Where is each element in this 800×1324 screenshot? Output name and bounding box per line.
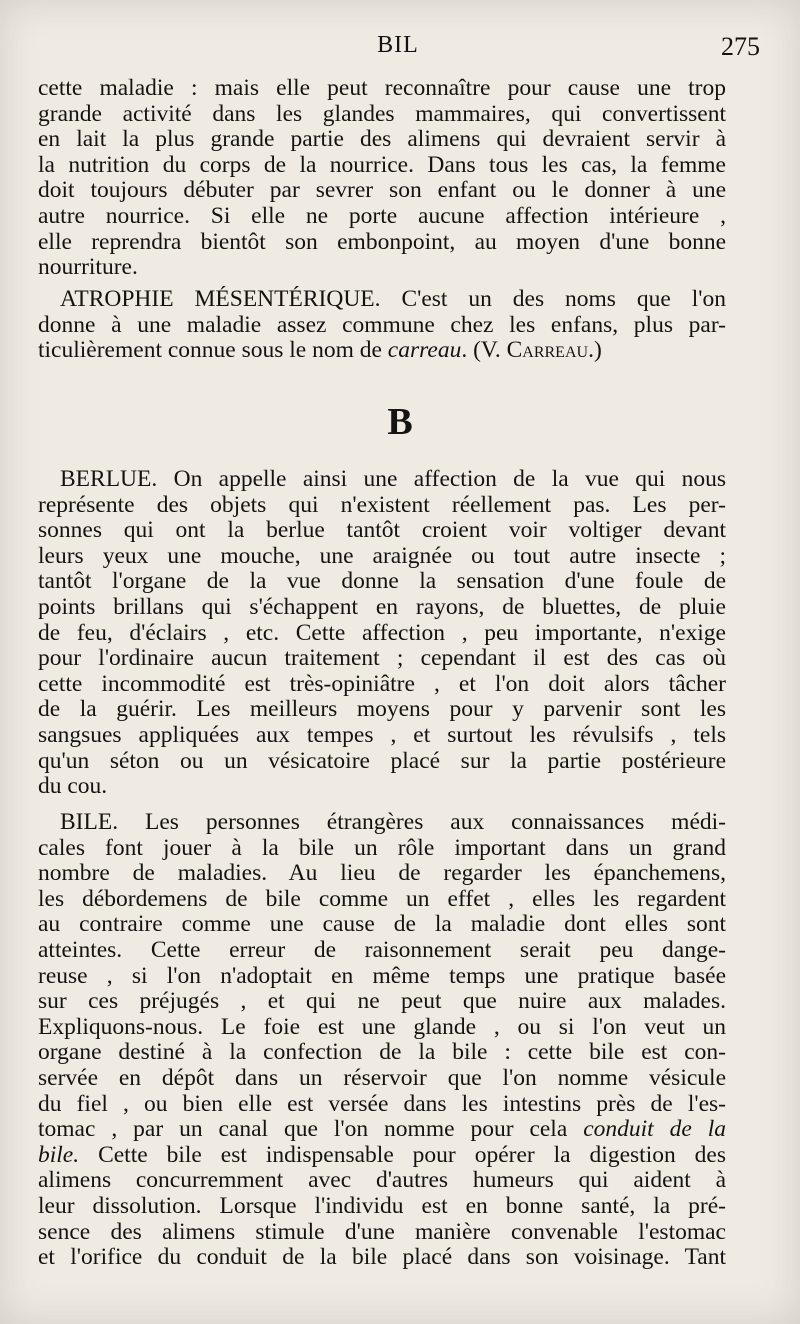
entry-text: On appelle ainsi une affection de la vue qui nous xyxy=(157,466,726,492)
text-segment: . (V. xyxy=(461,337,507,364)
text-line: qu'un séton ou un vésicatoire placé sur la partie postérieure xyxy=(38,747,726,774)
text-line: de la guérir. Les meilleurs moyens pour y parvenir sont les xyxy=(38,696,726,723)
text-line: les débordemens de bile comme un effet , elles les regardent xyxy=(38,885,726,912)
text-line: grande activité dans les glandes mammaires, qui convertissent xyxy=(38,100,726,127)
entry-first-line xyxy=(38,467,726,493)
text-line: nombre de maladies. Au lieu de regarder les épanchemens, xyxy=(38,860,726,887)
entry-text: C'est un des noms que l'on xyxy=(380,286,726,312)
text-segment: Cette bile est indispensable pour opérer la digestion des xyxy=(79,1141,726,1168)
entry-bile xyxy=(38,810,726,1271)
text-line: points brillans qui s'échappent en rayons, de bluettes, de pluie xyxy=(38,593,726,620)
text-line: doit toujours débuter par sevrer son enfant ou le donner à une xyxy=(38,177,726,204)
text-line: au contraire comme une cause de la maladie dont elles sont xyxy=(38,911,726,938)
text-line: autre nourrice. Si elle ne porte aucune affection intérieure , xyxy=(38,202,726,229)
paragraph-continuation xyxy=(38,76,726,281)
text-line: leur dissolution. Lorsque l'individu est en bonne santé, la pré- xyxy=(38,1192,726,1219)
text-line: tantôt l'organe de la vue donne la sensation d'une foule de xyxy=(38,568,726,595)
text-line: sur ces préjugés , et qui ne peut que nuire aux malades. xyxy=(38,988,726,1015)
text-segment: ticulièrement connue sous le nom de xyxy=(38,337,388,364)
entry-atrophie xyxy=(38,287,726,364)
cross-reference: Carreau xyxy=(506,337,589,364)
text-line xyxy=(38,338,726,364)
entry-term: ATROPHIE MÉSENTÉRIQUE. xyxy=(60,286,381,312)
text-line: servée en dépôt dans un réservoir que l'on nomme vésicule xyxy=(38,1064,726,1091)
text-line: en lait la plus grande partie des alimens qui devraient servir à xyxy=(38,126,726,153)
text-line: reuse , si l'on n'adoptait en même temps une pratique basée xyxy=(38,962,726,989)
text-line: nourriture. xyxy=(38,254,138,281)
text-line: alimens concurremment avec d'autres humeurs qui aident à xyxy=(38,1167,726,1194)
running-head: BIL xyxy=(377,32,419,58)
entry-term: BILE. xyxy=(60,809,119,835)
text-line: Expliquons-nous. Le foie est une glande , ou si l'on veut un xyxy=(38,1013,726,1040)
text-line: représente des objets qui n'existent réellement pas. Les per- xyxy=(38,491,726,518)
text-segment: tomac , par un canal que l'on nomme pour cela xyxy=(38,1116,584,1143)
text-line: de feu, d'éclairs , etc. Cette affection , peu importante, n'exige xyxy=(38,619,726,646)
italic-term: conduit de la xyxy=(583,1116,727,1143)
text-line: du cou. xyxy=(38,773,108,800)
text-line: elle reprendra bientôt son embonpoint, au moyen d'une bonne xyxy=(38,228,726,255)
entry-text: Les personnes étrangères aux connaissances médi- xyxy=(118,809,726,835)
text-line: leurs yeux une mouche, une araignée ou tout autre insecte ; xyxy=(38,542,726,569)
entry-berlue xyxy=(38,467,726,800)
page-header xyxy=(36,32,760,66)
text-line: cales font jouer à la bile un rôle important dans un grand xyxy=(38,834,726,861)
text-line: sence des alimens stimule d'une manière convenable l'estomac xyxy=(38,1218,726,1245)
text-line xyxy=(38,1117,726,1143)
text-line: cette maladie : mais elle peut reconnaître pour cause une trop xyxy=(38,75,726,101)
text-line: donne à une maladie assez commune chez les enfans, plus par- xyxy=(38,311,726,338)
text-line xyxy=(38,1143,726,1169)
section-letter: B xyxy=(387,401,413,443)
text-segment: .) xyxy=(588,337,602,364)
text-line: et l'orifice du conduit de la bile placé dans son voisinage. Tant xyxy=(38,1244,726,1271)
entry-first-line xyxy=(38,287,726,313)
italic-term: carreau xyxy=(387,337,462,364)
text-line: atteintes. Cette erreur de raisonnement serait peu dange- xyxy=(38,936,726,963)
page-number: 275 xyxy=(721,32,760,61)
italic-term: bile. xyxy=(38,1141,80,1168)
text-line: pour l'ordinaire aucun traitement ; cependant il est des cas où xyxy=(38,645,726,672)
text-line: du fiel , ou bien elle est versée dans les intestins près de l'es- xyxy=(38,1090,726,1117)
text-line: cette incommodité est très-opiniâtre , et l'on doit alors tâcher xyxy=(38,670,726,697)
entry-term: BERLUE. xyxy=(60,466,158,492)
text-line: organe destiné à la confection de la bile : cette bile est con- xyxy=(38,1039,726,1066)
text-line: sonnes qui ont la berlue tantôt croient voir voltiger devant xyxy=(38,517,726,544)
text-line: la nutrition du corps de la nourrice. Dans tous les cas, la femme xyxy=(38,151,726,178)
entry-first-line xyxy=(38,810,726,836)
text-line: sangsues appliquées aux tempes , et surtout les révulsifs , tels xyxy=(38,721,726,748)
